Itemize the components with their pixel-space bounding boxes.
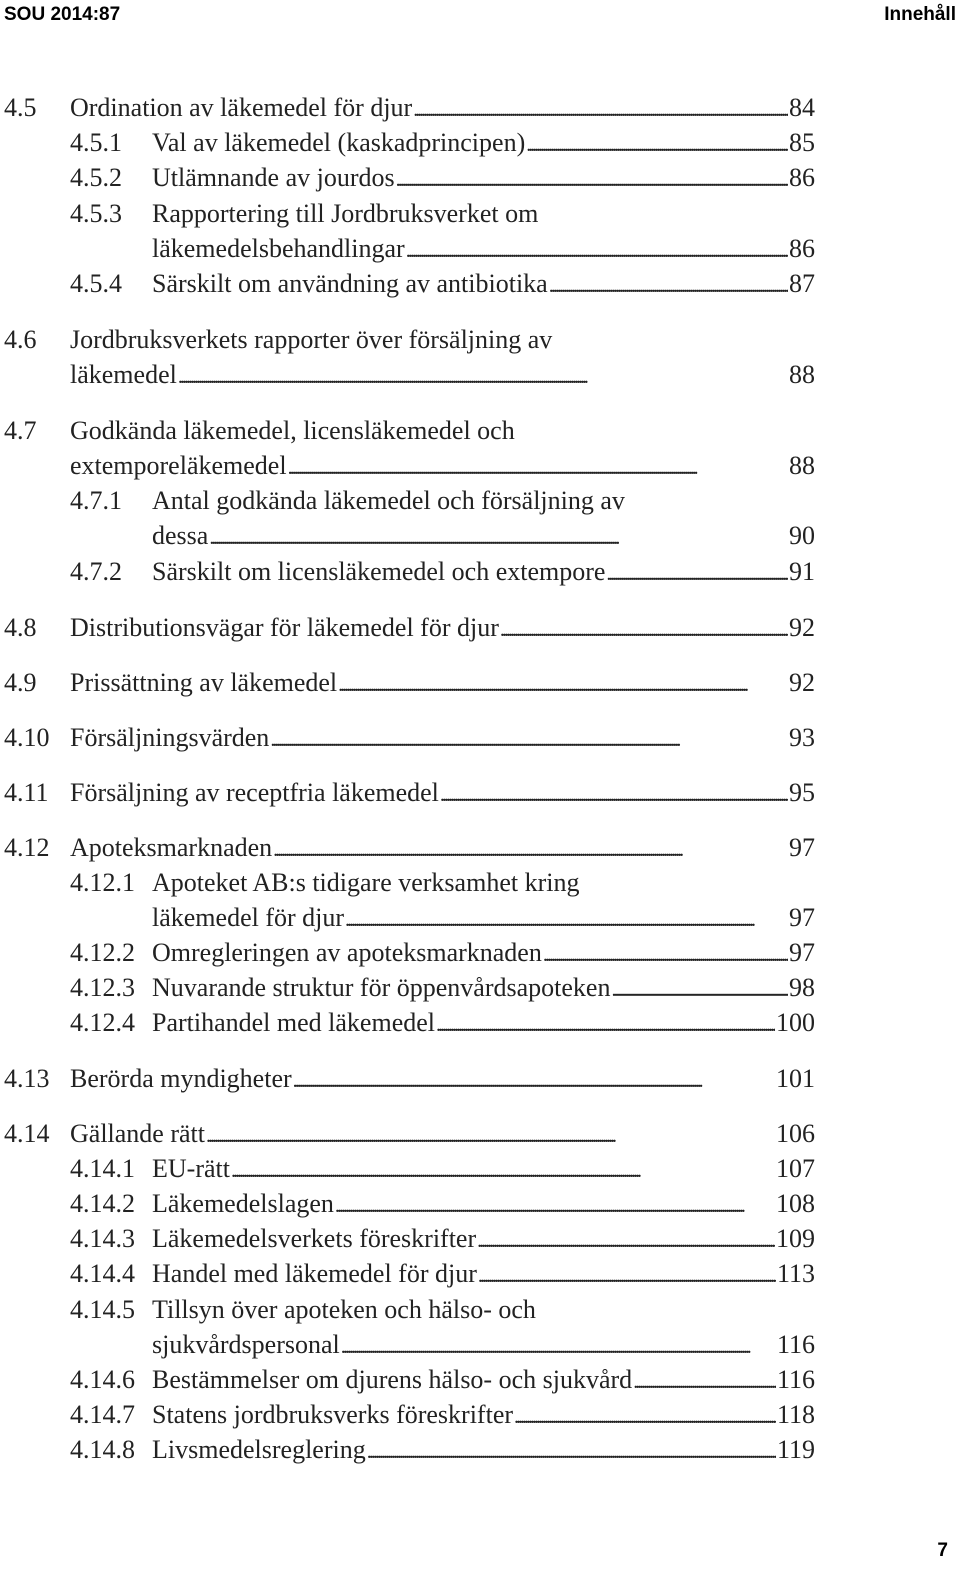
- dot-leader: [549, 266, 788, 304]
- page-number: 7: [937, 1540, 948, 1561]
- toc-page-number: 86: [789, 234, 815, 263]
- toc-page-number: 106: [776, 1119, 815, 1148]
- toc-page-number: 109: [776, 1224, 815, 1253]
- toc-page-number: 93: [789, 723, 815, 752]
- toc-title-line: sjukvårdspersonal: [152, 1330, 340, 1359]
- toc-leader-row: [152, 1256, 815, 1291]
- toc-leader-row: [152, 1362, 815, 1397]
- dot-leader: [611, 970, 788, 1008]
- dot-leader: [477, 1221, 775, 1259]
- toc-page-number: 118: [776, 1400, 815, 1429]
- toc-page-number: 119: [776, 1435, 815, 1464]
- toc-number: 4.5.3: [70, 199, 122, 228]
- toc-page-number: 116: [776, 1365, 815, 1394]
- running-header-left: SOU 2014:87: [4, 4, 121, 25]
- toc-title-line: Försäljning av receptfria läkemedel: [70, 778, 439, 807]
- dot-leader: [231, 1151, 775, 1189]
- toc-number: 4.14.3: [70, 1224, 135, 1253]
- dot-leader: [413, 90, 788, 128]
- toc-page-number: 86: [789, 163, 815, 192]
- toc-title-line: Partihandel med läkemedel: [152, 1008, 436, 1037]
- toc-number: 4.12: [4, 833, 50, 862]
- toc-title-line: Nuvarande struktur för öppenvårdsapoteken: [152, 973, 611, 1002]
- toc-number: 4.5.4: [70, 269, 122, 298]
- dot-leader: [273, 830, 788, 868]
- toc-leader-row: [70, 720, 815, 755]
- toc-title-line: Livsmedelsreglering: [152, 1435, 366, 1464]
- toc-number: 4.14.5: [70, 1295, 135, 1324]
- toc-leader-row: [152, 970, 815, 1005]
- toc-page-number: 101: [776, 1064, 815, 1093]
- toc-leader-row: [70, 830, 815, 865]
- toc-leader-row: [70, 90, 815, 125]
- toc-title-line: Antal godkända läkemedel och försäljning av: [152, 486, 625, 515]
- toc-leader-row: [152, 1397, 815, 1432]
- running-header-right: Innehåll: [884, 4, 956, 25]
- toc-page-number: 97: [789, 833, 815, 862]
- toc-title-line: Omregleringen av apoteksmarknaden: [152, 938, 542, 967]
- toc-leader-row: [152, 1005, 815, 1040]
- toc-page-number: 108: [776, 1189, 815, 1218]
- toc-title-line: Apoteket AB:s tidigare verksamhet kring: [152, 868, 580, 897]
- toc-title-line: Val av läkemedel (kaskadprincipen): [152, 128, 526, 157]
- toc-title-line: läkemedelsbehandlingar: [152, 234, 405, 263]
- dot-leader: [543, 935, 788, 973]
- toc-title-line: EU-rätt: [152, 1154, 230, 1183]
- toc-page-number: 95: [789, 778, 815, 807]
- toc-number: 4.12.4: [70, 1008, 135, 1037]
- toc-title-line: Särskilt om licensläkemedel och extempore: [152, 557, 606, 586]
- toc-number: 4.5: [4, 93, 37, 122]
- toc-title-line: läkemedel för djur: [152, 903, 345, 932]
- dot-leader: [338, 665, 788, 703]
- toc-page-number: 88: [789, 451, 815, 480]
- dot-leader: [514, 1397, 776, 1435]
- dot-leader: [178, 357, 788, 395]
- toc-page-number: 97: [789, 903, 815, 932]
- toc-leader-row: [152, 231, 815, 266]
- dot-leader: [209, 518, 788, 556]
- toc-title-line: Berörda myndigheter: [70, 1064, 292, 1093]
- toc-leader-row: [70, 610, 815, 645]
- toc-page-number: 92: [789, 613, 815, 642]
- toc-leader-row: [70, 1061, 815, 1096]
- toc-number: 4.13: [4, 1064, 50, 1093]
- toc-title-line: Läkemedelsverkets föreskrifter: [152, 1224, 477, 1253]
- toc-page-number: 113: [776, 1259, 815, 1288]
- toc-title-line: dessa: [152, 521, 209, 550]
- toc-number: 4.14.2: [70, 1189, 135, 1218]
- dot-leader: [436, 1005, 775, 1043]
- dot-leader: [500, 610, 788, 648]
- toc-leader-row: [152, 1221, 815, 1256]
- dot-leader: [440, 775, 788, 813]
- toc-leader-row: [152, 125, 815, 160]
- toc-number: 4.14.4: [70, 1259, 135, 1288]
- toc-leader-row: [70, 1116, 815, 1151]
- toc-leader-row: [152, 1327, 815, 1362]
- toc-title-line: Apoteksmarknaden: [70, 833, 273, 862]
- toc-leader-row: [152, 554, 815, 589]
- toc-title-line: Prissättning av läkemedel: [70, 668, 338, 697]
- toc-number: 4.11: [4, 778, 49, 807]
- toc-number: 4.12.1: [70, 868, 135, 897]
- toc-title-line: Försäljningsvärden: [70, 723, 270, 752]
- toc-title-line: Rapportering till Jordbruksverket om: [152, 199, 539, 228]
- toc-page-number: 88: [789, 360, 815, 389]
- toc-number: 4.14.8: [70, 1435, 135, 1464]
- toc-number: 4.9: [4, 668, 37, 697]
- dot-leader: [341, 1327, 776, 1365]
- toc-page-number: 97: [789, 938, 815, 967]
- dot-leader: [288, 448, 788, 486]
- toc-page-number: 91: [789, 557, 815, 586]
- toc-title-line: Läkemedelslagen: [152, 1189, 334, 1218]
- toc-page-number: 85: [789, 128, 815, 157]
- toc-number: 4.5.1: [70, 128, 122, 157]
- dot-leader: [293, 1061, 775, 1099]
- toc-leader-row: [70, 357, 815, 392]
- toc-number: 4.14: [4, 1119, 50, 1148]
- toc-leader-row: [152, 266, 815, 301]
- toc-title-line: Godkända läkemedel, licensläkemedel och: [70, 416, 515, 445]
- toc-page-number: 87: [789, 269, 815, 298]
- toc-number: 4.7.2: [70, 557, 122, 586]
- toc-number: 4.7: [4, 416, 37, 445]
- toc-number: 4.10: [4, 723, 50, 752]
- toc-leader-row: [70, 775, 815, 810]
- toc-page-number: 107: [776, 1154, 815, 1183]
- toc-page-number: 98: [789, 973, 815, 1002]
- toc-title-line: Distributionsvägar för läkemedel för djur: [70, 613, 499, 642]
- dot-leader: [367, 1432, 776, 1470]
- toc-title-line: Jordbruksverkets rapporter över försäljning av: [70, 325, 553, 354]
- toc-number: 4.14.7: [70, 1400, 135, 1429]
- toc-title-line: läkemedel: [70, 360, 177, 389]
- dot-leader: [206, 1116, 775, 1154]
- toc-leader-row: [152, 160, 815, 195]
- toc-page-number: 92: [789, 668, 815, 697]
- toc-leader-row: [152, 900, 815, 935]
- toc-page-number: 84: [789, 93, 815, 122]
- toc-title-line: extemporeläkemedel: [70, 451, 287, 480]
- toc-leader-row: [152, 1432, 815, 1467]
- dot-leader: [270, 720, 788, 758]
- toc-title-line: Gällande rätt: [70, 1119, 205, 1148]
- toc-title-line: Handel med läkemedel för djur: [152, 1259, 477, 1288]
- dot-leader: [345, 900, 788, 938]
- toc-title-line: Tillsyn över apoteken och hälso- och: [152, 1295, 536, 1324]
- toc-title-line: Särskilt om användning av antibiotika: [152, 269, 548, 298]
- dot-leader: [406, 231, 788, 269]
- toc-leader-row: [152, 518, 815, 553]
- toc-number: 4.12.2: [70, 938, 135, 967]
- dot-leader: [526, 125, 788, 163]
- toc-number: 4.12.3: [70, 973, 135, 1002]
- toc-number: 4.7.1: [70, 486, 122, 515]
- toc-number: 4.14.1: [70, 1154, 135, 1183]
- toc-page-number: 90: [789, 521, 815, 550]
- dot-leader: [633, 1362, 776, 1400]
- dot-leader: [478, 1256, 776, 1294]
- toc-number: 4.8: [4, 613, 37, 642]
- toc-title-line: Utlämnande av jourdos: [152, 163, 395, 192]
- toc-title-line: Bestämmelser om djurens hälso- och sjukvård: [152, 1365, 633, 1394]
- toc-page-number: 100: [776, 1008, 815, 1037]
- toc-leader-row: [70, 665, 815, 700]
- dot-leader: [335, 1186, 775, 1224]
- dot-leader: [396, 160, 788, 198]
- toc-leader-row: [152, 1186, 815, 1221]
- toc-number: 4.5.2: [70, 163, 122, 192]
- toc-leader-row: [70, 448, 815, 483]
- toc-leader-row: [152, 1151, 815, 1186]
- toc-number: 4.6: [4, 325, 37, 354]
- toc-leader-row: [152, 935, 815, 970]
- toc-title-line: Statens jordbruksverks föreskrifter: [152, 1400, 514, 1429]
- toc-number: 4.14.6: [70, 1365, 135, 1394]
- dot-leader: [606, 554, 788, 592]
- toc-title-line: Ordination av läkemedel för djur: [70, 93, 413, 122]
- toc-page-number: 116: [776, 1330, 815, 1359]
